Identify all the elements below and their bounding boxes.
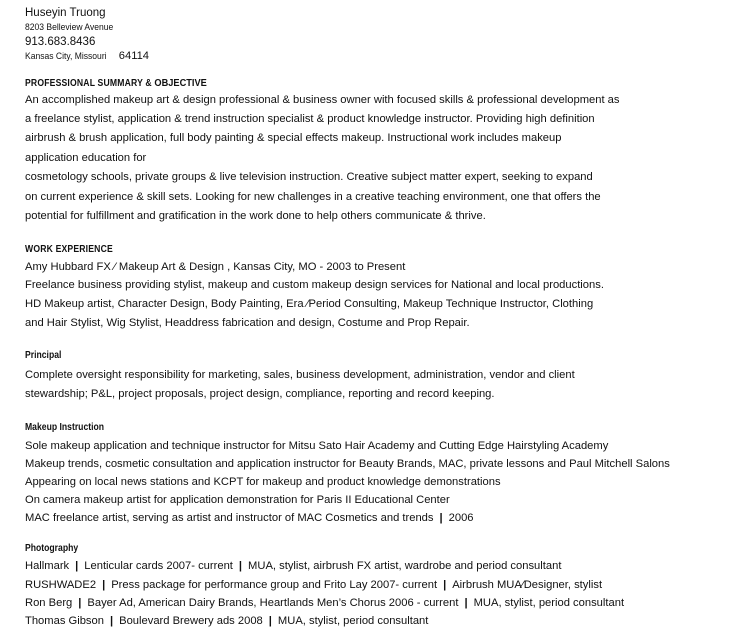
- separator: |: [75, 560, 79, 572]
- project: Boulevard Brewery ads 2008: [119, 615, 263, 627]
- instruction-line: On camera makeup artist for application demonstration for Paris II Educational Center: [25, 494, 450, 506]
- separator: |: [78, 597, 82, 609]
- summary-line: a freelance stylist, application & trend instruction specialist & product knowledge instructor. Providing high definition: [25, 113, 595, 125]
- separator: |: [109, 615, 114, 627]
- principal-line: Complete oversight responsibility for marketing, sales, business development, administration, vendor and client: [25, 369, 575, 381]
- project: Lenticular cards 2007- current: [84, 560, 233, 572]
- client: RUSHWADE2: [25, 579, 97, 591]
- contact-city: Kansas City, Missouri: [25, 51, 107, 62]
- principal-heading: Principal: [25, 350, 62, 361]
- summary-heading-bold: OBJECTIVE: [154, 77, 207, 89]
- separator: |: [464, 597, 468, 609]
- contact-city-line: [25, 49, 149, 64]
- separator: |: [443, 579, 447, 591]
- contact-zip: 64114: [118, 50, 150, 62]
- work-line: Amy Hubbard FX ⁄ Makeup Art & Design , Kansas City, MO - 2003 to Present: [25, 261, 406, 273]
- summary-line: potential for fulfillment and gratification in the work done to help others communicate & thrive.: [25, 210, 486, 222]
- principal-line: stewardship; P&L, project proposals, project design, compliance, reporting and record keeping.: [25, 388, 495, 400]
- photography-row: [25, 614, 428, 628]
- contact-name: Huseyin Truong: [25, 7, 106, 19]
- client: Hallmark: [25, 560, 70, 572]
- work-heading: WORK EXPERIENCE: [25, 244, 113, 255]
- instruction-line: Sole makeup application and technique instructor for Mitsu Sato Hair Academy and Cutting Edge Hairstyling Academy: [25, 440, 609, 452]
- separator: |: [439, 512, 443, 524]
- role: MUA, stylist, airbrush FX artist, wardrobe and period consultant: [248, 560, 562, 572]
- role: Airbrush MUA⁄Designer, stylist: [452, 579, 603, 591]
- instruction-heading: Makeup Instruction: [25, 422, 105, 433]
- separator: |: [102, 579, 106, 591]
- summary-line: on current experience & skill sets. Looking for new challenges in a creative teaching environment, one that offers the: [25, 191, 601, 203]
- client: Ron Berg: [25, 597, 73, 609]
- project: Press package for performance group and Frito Lay 2007- current: [111, 579, 438, 591]
- summary-line: airbrush & brush application, full body painting & special effects makeup. Instructional work includes makeup: [25, 132, 562, 144]
- photography-row: [25, 559, 561, 573]
- instruction-line: [25, 511, 474, 525]
- work-line: Freelance business providing stylist, makeup and custom makeup design services for National and local productions.: [25, 279, 604, 291]
- instruction-line: Appearing on local news stations and KCPT for makeup and product knowledge demonstrations: [25, 476, 501, 488]
- photography-row: [25, 578, 602, 592]
- instruction-line: Makeup trends, cosmetic consultation and application instructor for Beauty Brands, MAC, private lessons and Paul Mitchell Salons: [25, 458, 670, 470]
- summary-heading-text: PROFESSIONAL SUMMARY &: [25, 78, 152, 89]
- role: MUA, stylist, period consultant: [473, 597, 625, 609]
- instruction-year: 2006: [448, 512, 474, 524]
- work-line: and Hair Stylist, Wig Stylist, Headdress fabrication and design, Costume and Prop Repair.: [25, 317, 470, 329]
- summary-heading: [25, 76, 207, 91]
- instruction-last-text: MAC freelance artist, serving as artist and instructor of MAC Cosmetics and trends: [25, 512, 434, 524]
- work-line: HD Makeup artist, Character Design, Body Painting, Era ⁄Period Consulting, Makeup Technique Instructor, Clothing: [25, 298, 594, 310]
- client: Thomas Gibson: [25, 615, 104, 627]
- role: MUA, stylist, period consultant: [277, 615, 429, 627]
- summary-line: An accomplished makeup art & design professional & business owner with focused skills & professional development as: [25, 94, 620, 106]
- contact-phone: 913.683.8436: [25, 36, 96, 48]
- summary-line: application education for: [25, 152, 147, 164]
- summary-line: cosmetology schools, private groups & live television instruction. Creative subject matter expert, seeking to expand: [25, 171, 593, 183]
- photography-row: [25, 596, 624, 610]
- photography-heading: Photography: [25, 543, 79, 554]
- separator: |: [268, 615, 272, 627]
- separator: |: [238, 560, 243, 572]
- project: Bayer Ad, American Dairy Brands, Heartlands Men’s Chorus 2006 - current: [87, 597, 459, 609]
- contact-street: 8203 Belleview Avenue: [25, 22, 114, 33]
